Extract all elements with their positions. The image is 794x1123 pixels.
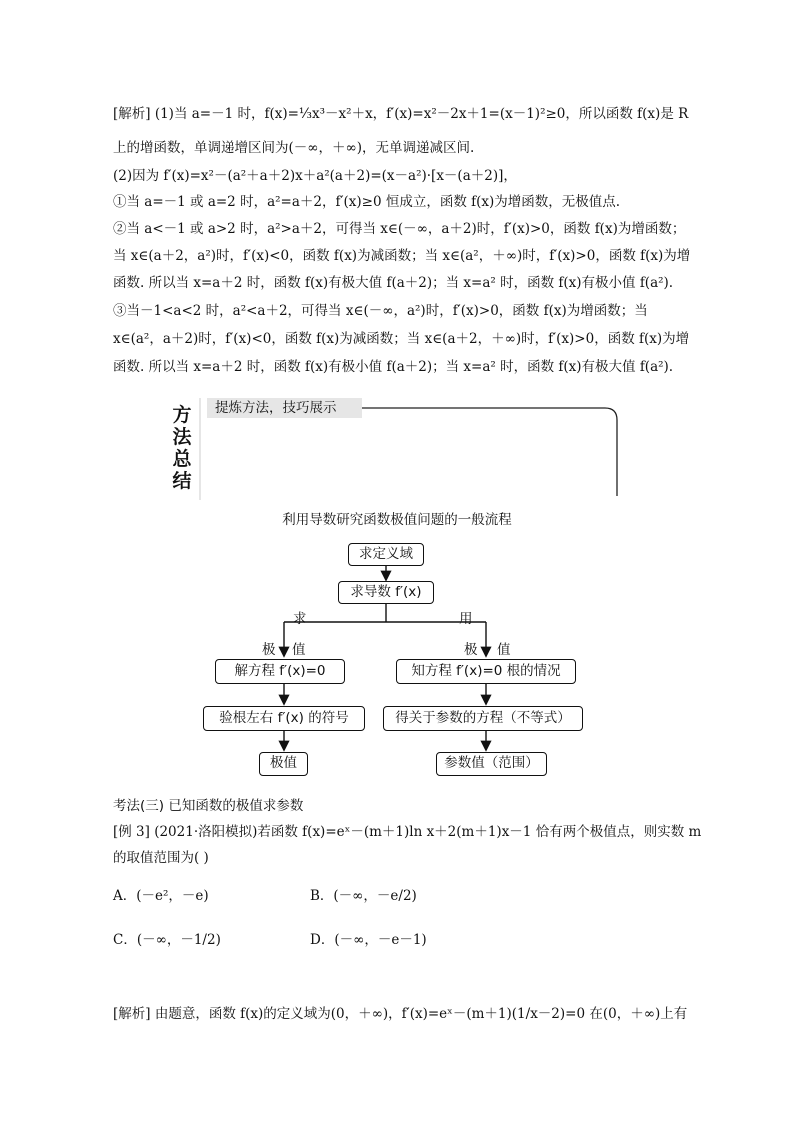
flow-branch-label: 值 [292, 642, 306, 658]
flow-left-extremum: 极值 [259, 752, 308, 776]
flow-branch-label: 极 [464, 642, 478, 658]
flow-step-domain: 求定义域 [348, 543, 424, 566]
method-side-label: 方 法 总 结 [172, 404, 192, 492]
solution-case-2: 函数. 所以当 x=a＋2 时，函数 f(x)有极大值 f(a＋2)；当 x=a² 时，函数 f(x)有极小值 f(a²). [113, 275, 674, 291]
section-title: 考法(三) 已知函数的极值求参数 [113, 798, 304, 814]
analysis-line: [解析] 由题意，函数 f(x)的定义域为(0，＋∞)，f′(x)=eˣ－(m＋1)(1/x－2)=0 在(0，＋∞)上有 [113, 1006, 688, 1022]
flow-left-check-sign: 验根左右 f′(x) 的符号 [203, 706, 365, 731]
flow-branch-label: 求 [293, 611, 307, 627]
flow-branch-label: 极 [262, 642, 276, 658]
solution-case-2: 当 x∈(a＋2，a²)时，f′(x)<0，函数 f(x)为减函数；当 x∈(a²，＋∞)时，f′(x)>0，函数 f(x)为增 [113, 248, 691, 264]
solution-line: 上的增函数，单调递增区间为(－∞，＋∞)，无单调递减区间. [113, 140, 475, 156]
solution-case-3: 函数. 所以当 x=a＋2 时，函数 f(x)有极小值 f(a＋2)；当 x=a² 时，函数 f(x)有极大值 f(a²). [113, 359, 674, 375]
option-d: D．(－∞，－e－1) [310, 932, 427, 948]
flow-branch-label: 值 [497, 642, 511, 658]
example-line: 的取值范围为( ) [113, 850, 209, 866]
solution-case-3: ③当－1<a<2 时，a²<a＋2，可得当 x∈(－∞，a²)时，f′(x)>0，函数 f(x)为增函数；当 [113, 303, 648, 319]
solution-case-2: ②当 a<－1 或 a>2 时，a²>a＋2，可得当 x∈(－∞，a＋2)时，f′(x)>0，函数 f(x)为增函数； [113, 221, 686, 237]
flow-branch-label: 用 [459, 611, 473, 627]
flow-left-solve-equation: 解方程 f′(x)=0 [215, 659, 345, 684]
option-b: B．(－∞，－e/2) [310, 888, 417, 904]
flow-right-parameter-equation: 得关于参数的方程（不等式） [383, 706, 583, 731]
flow-right-parameter-range: 参数值（范围） [436, 752, 547, 776]
option-c: C．(－∞，－1/2) [113, 932, 221, 948]
flowchart-title: 利用导数研究函数极值问题的一般流程 [282, 512, 512, 528]
option-a: A．(－e²，－e) [113, 888, 209, 904]
solution-line: [解析] (1)当 a=－1 时，f(x)=⅓x³－x²＋x，f′(x)=x²－2x＋1=(x－1)²≥0，所以函数 f(x)是 R [113, 106, 689, 122]
flow-step-derivative: 求导数 f′(x) [338, 581, 434, 604]
example-line: [例 3] (2021·洛阳模拟)若函数 f(x)=eˣ－(m＋1)ln x＋2(m＋1)x－1 恰有两个极值点，则实数 m [113, 824, 702, 840]
solution-line: (2)因为 f′(x)=x²－(a²＋a＋2)x＋a²(a＋2)=(x－a²)·[x－(a＋2)]， [113, 168, 517, 184]
method-box-title: 提炼方法，技巧展示 [207, 398, 362, 418]
solution-case-1: ①当 a=－1 或 a=2 时，a²=a＋2，f′(x)≥0 恒成立，函数 f(x)为增函数，无极值点. [113, 194, 621, 210]
flow-right-known-roots: 知方程 f′(x)=0 根的情况 [396, 659, 576, 684]
solution-case-3: x∈(a²，a＋2)时，f′(x)<0，函数 f(x)为减函数；当 x∈(a＋2，＋∞)时，f′(x)>0，函数 f(x)为增 [113, 331, 690, 347]
